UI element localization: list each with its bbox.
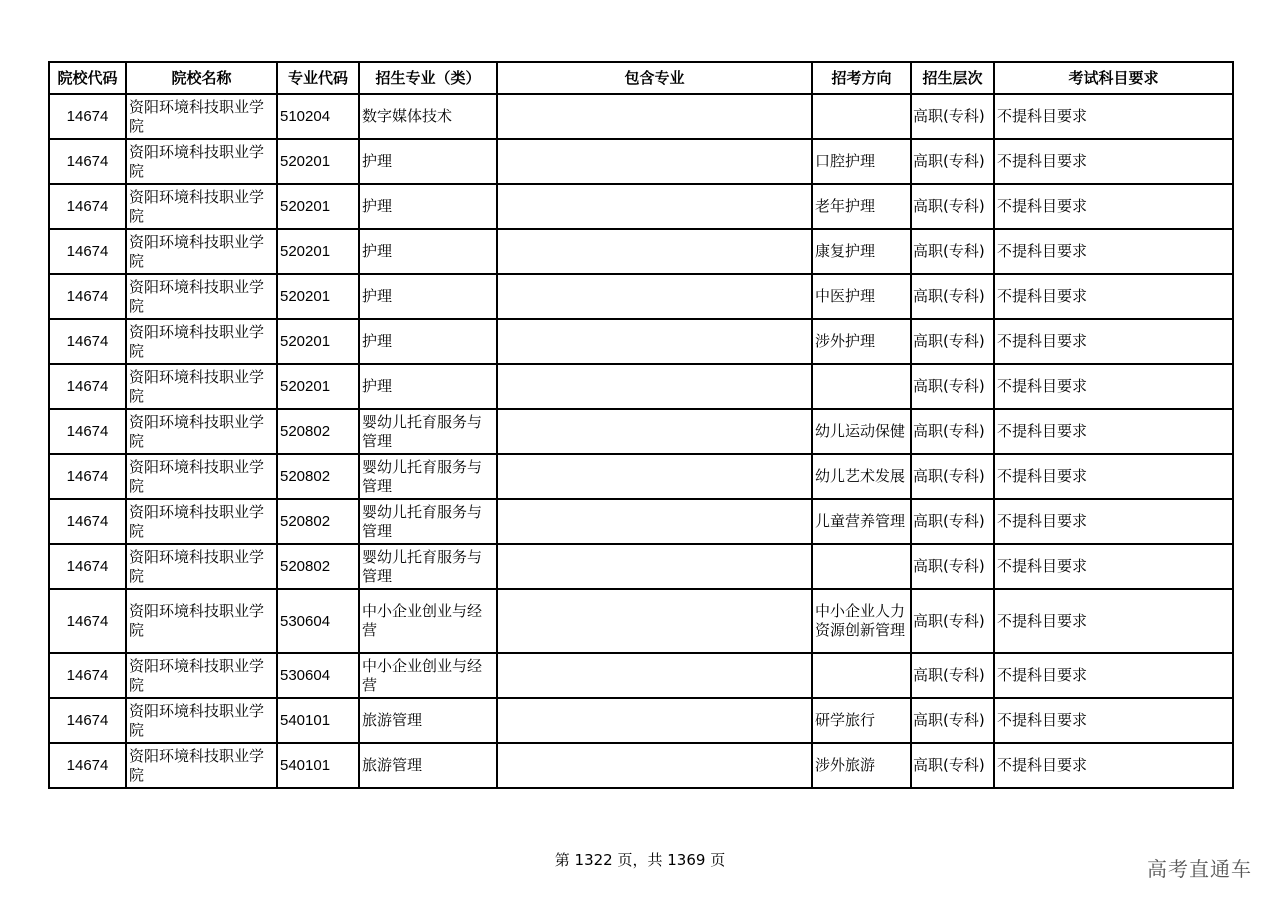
- cell-level: 高职(专科): [911, 319, 994, 364]
- cell-major-code: 520802: [277, 544, 359, 589]
- cell-exam-requirement: 不提科目要求: [994, 454, 1233, 499]
- cell-exam-requirement: 不提科目要求: [994, 698, 1233, 743]
- header-exam-requirement: 考试科目要求: [994, 62, 1233, 94]
- cell-level: 高职(专科): [911, 94, 994, 139]
- cell-school-name: 资阳环境科技职业学院: [126, 544, 277, 589]
- cell-exam-requirement: 不提科目要求: [994, 94, 1233, 139]
- cell-level: 高职(专科): [911, 698, 994, 743]
- cell-major: 旅游管理: [359, 743, 497, 788]
- cell-school-name: 资阳环境科技职业学院: [126, 229, 277, 274]
- cell-direction: 口腔护理: [812, 139, 911, 184]
- cell-included-majors: [497, 229, 812, 274]
- cell-school-name: 资阳环境科技职业学院: [126, 454, 277, 499]
- cell-exam-requirement: 不提科目要求: [994, 229, 1233, 274]
- cell-major-code: 520201: [277, 364, 359, 409]
- cell-school-code: 14674: [49, 364, 126, 409]
- cell-level: 高职(专科): [911, 274, 994, 319]
- cell-major: 护理: [359, 364, 497, 409]
- cell-major-code: 530604: [277, 653, 359, 698]
- header-direction: 招考方向: [812, 62, 911, 94]
- cell-major: 中小企业创业与经营: [359, 589, 497, 653]
- cell-major: 护理: [359, 184, 497, 229]
- cell-level: 高职(专科): [911, 589, 994, 653]
- cell-major-code: 520201: [277, 319, 359, 364]
- cell-level: 高职(专科): [911, 364, 994, 409]
- cell-school-code: 14674: [49, 743, 126, 788]
- cell-major-code: 520802: [277, 499, 359, 544]
- header-major: 招生专业（类）: [359, 62, 497, 94]
- cell-major: 护理: [359, 229, 497, 274]
- cell-level: 高职(专科): [911, 499, 994, 544]
- cell-school-name: 资阳环境科技职业学院: [126, 364, 277, 409]
- cell-school-code: 14674: [49, 319, 126, 364]
- cell-direction: 儿童营养管理: [812, 499, 911, 544]
- cell-school-code: 14674: [49, 274, 126, 319]
- cell-school-name: 资阳环境科技职业学院: [126, 743, 277, 788]
- cell-major: 婴幼儿托育服务与管理: [359, 544, 497, 589]
- cell-level: 高职(专科): [911, 409, 994, 454]
- cell-major-code: 520201: [277, 274, 359, 319]
- table-row: [49, 274, 1233, 319]
- cell-direction: 研学旅行: [812, 698, 911, 743]
- table-row: [49, 454, 1233, 499]
- cell-direction: [812, 94, 911, 139]
- cell-school-code: 14674: [49, 409, 126, 454]
- cell-major-code: 520802: [277, 409, 359, 454]
- cell-major-code: 540101: [277, 698, 359, 743]
- cell-included-majors: [497, 184, 812, 229]
- cell-school-name: 资阳环境科技职业学院: [126, 94, 277, 139]
- cell-school-code: 14674: [49, 653, 126, 698]
- table-row: [49, 653, 1233, 698]
- cell-included-majors: [497, 589, 812, 653]
- cell-exam-requirement: 不提科目要求: [994, 743, 1233, 788]
- cell-school-name: 资阳环境科技职业学院: [126, 319, 277, 364]
- table-row: [49, 409, 1233, 454]
- cell-included-majors: [497, 364, 812, 409]
- cell-major-code: 520201: [277, 184, 359, 229]
- cell-included-majors: [497, 319, 812, 364]
- cell-exam-requirement: 不提科目要求: [994, 319, 1233, 364]
- cell-major: 护理: [359, 319, 497, 364]
- cell-major-code: 520201: [277, 139, 359, 184]
- table-row: [49, 499, 1233, 544]
- cell-included-majors: [497, 743, 812, 788]
- table-row: [49, 698, 1233, 743]
- cell-direction: 幼儿艺术发展: [812, 454, 911, 499]
- cell-included-majors: [497, 544, 812, 589]
- cell-exam-requirement: 不提科目要求: [994, 499, 1233, 544]
- header-major-code: 专业代码: [277, 62, 359, 94]
- cell-school-name: 资阳环境科技职业学院: [126, 589, 277, 653]
- cell-direction: 中医护理: [812, 274, 911, 319]
- page-number: 第 1322 页，共 1369 页: [554, 851, 726, 869]
- header-school-name: 院校名称: [126, 62, 277, 94]
- cell-direction: 幼儿运动保健: [812, 409, 911, 454]
- cell-school-code: 14674: [49, 94, 126, 139]
- cell-exam-requirement: 不提科目要求: [994, 544, 1233, 589]
- cell-direction: [812, 364, 911, 409]
- table-row: [49, 589, 1233, 653]
- cell-direction: 涉外旅游: [812, 743, 911, 788]
- cell-major: 婴幼儿托育服务与管理: [359, 499, 497, 544]
- table-row: [49, 743, 1233, 788]
- cell-exam-requirement: 不提科目要求: [994, 364, 1233, 409]
- cell-direction: [812, 544, 911, 589]
- cell-exam-requirement: 不提科目要求: [994, 274, 1233, 319]
- table-row: [49, 229, 1233, 274]
- cell-exam-requirement: 不提科目要求: [994, 184, 1233, 229]
- cell-school-code: 14674: [49, 454, 126, 499]
- cell-level: 高职(专科): [911, 229, 994, 274]
- table-row: [49, 319, 1233, 364]
- header-level: 招生层次: [911, 62, 994, 94]
- cell-included-majors: [497, 139, 812, 184]
- table-row: [49, 364, 1233, 409]
- cell-school-name: 资阳环境科技职业学院: [126, 698, 277, 743]
- cell-major: 数字媒体技术: [359, 94, 497, 139]
- cell-major-code: 520201: [277, 229, 359, 274]
- admissions-table: [48, 61, 1234, 789]
- cell-major-code: 520802: [277, 454, 359, 499]
- cell-included-majors: [497, 274, 812, 319]
- cell-level: 高职(专科): [911, 743, 994, 788]
- cell-included-majors: [497, 94, 812, 139]
- cell-direction: 康复护理: [812, 229, 911, 274]
- cell-direction: [812, 653, 911, 698]
- cell-school-code: 14674: [49, 229, 126, 274]
- cell-major: 旅游管理: [359, 698, 497, 743]
- cell-exam-requirement: 不提科目要求: [994, 409, 1233, 454]
- table-row: [49, 139, 1233, 184]
- cell-exam-requirement: 不提科目要求: [994, 589, 1233, 653]
- cell-school-name: 资阳环境科技职业学院: [126, 653, 277, 698]
- cell-school-code: 14674: [49, 544, 126, 589]
- cell-direction: 中小企业人力资源创新管理: [812, 589, 911, 653]
- cell-exam-requirement: 不提科目要求: [994, 653, 1233, 698]
- cell-level: 高职(专科): [911, 139, 994, 184]
- cell-major: 护理: [359, 274, 497, 319]
- cell-major-code: 540101: [277, 743, 359, 788]
- cell-level: 高职(专科): [911, 544, 994, 589]
- cell-major: 婴幼儿托育服务与管理: [359, 409, 497, 454]
- table-body: [49, 94, 1233, 788]
- cell-major: 护理: [359, 139, 497, 184]
- cell-school-code: 14674: [49, 589, 126, 653]
- header-school-code: 院校代码: [49, 62, 126, 94]
- cell-level: 高职(专科): [911, 454, 994, 499]
- watermark-text: 高考直通车: [1147, 857, 1252, 881]
- table-row: [49, 94, 1233, 139]
- cell-major-code: 510204: [277, 94, 359, 139]
- cell-included-majors: [497, 698, 812, 743]
- cell-school-name: 资阳环境科技职业学院: [126, 409, 277, 454]
- cell-school-name: 资阳环境科技职业学院: [126, 274, 277, 319]
- cell-included-majors: [497, 653, 812, 698]
- cell-school-code: 14674: [49, 184, 126, 229]
- cell-school-name: 资阳环境科技职业学院: [126, 139, 277, 184]
- cell-exam-requirement: 不提科目要求: [994, 139, 1233, 184]
- cell-major: 中小企业创业与经营: [359, 653, 497, 698]
- cell-included-majors: [497, 499, 812, 544]
- cell-included-majors: [497, 409, 812, 454]
- cell-major-code: 530604: [277, 589, 359, 653]
- cell-school-code: 14674: [49, 139, 126, 184]
- cell-major: 婴幼儿托育服务与管理: [359, 454, 497, 499]
- header-included-majors: 包含专业: [497, 62, 812, 94]
- table-row: [49, 544, 1233, 589]
- cell-school-code: 14674: [49, 698, 126, 743]
- cell-school-code: 14674: [49, 499, 126, 544]
- table-header-row: [49, 62, 1233, 94]
- cell-school-name: 资阳环境科技职业学院: [126, 184, 277, 229]
- cell-direction: 涉外护理: [812, 319, 911, 364]
- cell-level: 高职(专科): [911, 653, 994, 698]
- cell-school-name: 资阳环境科技职业学院: [126, 499, 277, 544]
- cell-included-majors: [497, 454, 812, 499]
- cell-direction: 老年护理: [812, 184, 911, 229]
- table-row: [49, 184, 1233, 229]
- cell-level: 高职(专科): [911, 184, 994, 229]
